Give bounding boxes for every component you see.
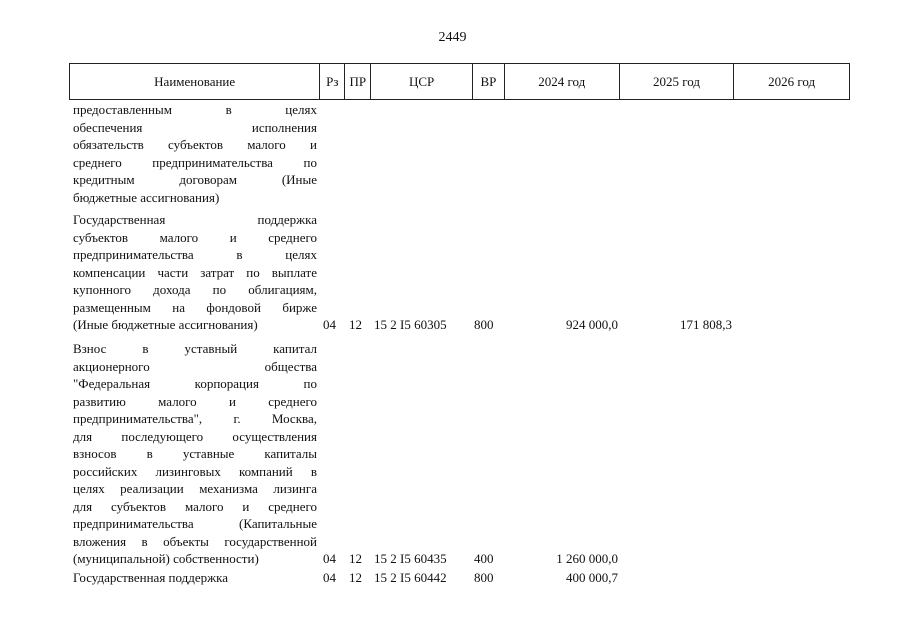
cell-rz: 04 (323, 570, 336, 585)
row-name-line: Государственная поддержка (73, 570, 229, 585)
row-name-line: предпринимательства", г. Москва, (73, 411, 317, 426)
row-name-line: субъектов малого и среднего (73, 229, 317, 245)
row-name-line: (муниципальной) собственности) (73, 551, 259, 566)
row-name-line: "Федеральная корпорация по (73, 376, 317, 391)
row-name-line: предпринимательства (Капитальные (73, 516, 317, 531)
header-2025: 2025 год (619, 64, 734, 99)
row-name-line: обеспечения исполнения (73, 119, 317, 135)
cell-y2024: 924 000,0 (566, 317, 618, 332)
header-vr: ВР (472, 64, 504, 99)
row-name-line: (Иные бюджетные ассигнования) (73, 317, 258, 332)
row-name (73, 211, 317, 334)
header-2026: 2026 год (733, 64, 849, 99)
page-number: 2449 (438, 30, 467, 45)
cell-vr: 800 (474, 317, 494, 332)
row-name-line: развитию малого и среднего (73, 393, 317, 409)
row-name-line: кредитным договорам (Иные (73, 172, 317, 187)
row-name-line: предпринимательства в целях (73, 247, 317, 262)
row-name-line: бюджетные ассигнования) (73, 189, 220, 205)
cell-csr: 15 2 I5 60435 (374, 551, 447, 566)
row-name-line: Государственная поддержка (73, 212, 317, 227)
row-name-line: компенсации части затрат по выплате (73, 264, 317, 280)
cell-pr: 12 (349, 551, 362, 566)
row-name-line: взносов в уставные капиталы (73, 446, 317, 461)
header-name: Наименование (154, 73, 236, 89)
row-name-line: купонного дохода по облигациям, (73, 282, 317, 297)
row-name (73, 340, 317, 568)
cell-y2024: 400 000,7 (566, 570, 618, 585)
cell-pr: 12 (349, 317, 362, 332)
header-pr: ПР (344, 64, 370, 99)
header-csr: ЦСР (370, 64, 472, 99)
row-name-line: обязательств субъектов малого и (73, 137, 317, 152)
row-name-line: акционерного общества (73, 358, 317, 374)
cell-vr: 400 (474, 551, 494, 566)
cell-pr: 12 (349, 570, 362, 585)
header-2024: 2024 год (504, 64, 619, 99)
row-name (73, 101, 317, 206)
row-name-line: среднего предпринимательства по (73, 154, 317, 170)
table-header (69, 63, 850, 100)
cell-vr: 800 (474, 570, 494, 585)
row-name-line: целях реализации механизма лизинга (73, 481, 317, 496)
cell-rz: 04 (323, 317, 336, 332)
row-name (73, 569, 317, 587)
row-name-line: Взнос в уставный капитал (73, 341, 317, 356)
cell-y2025: 171 808,3 (680, 317, 732, 332)
cell-csr: 15 2 I5 60305 (374, 317, 447, 332)
row-name-line: для последующего осуществления (73, 428, 317, 444)
row-name-line: российских лизинговых компаний в (73, 463, 317, 479)
cell-y2024: 1 260 000,0 (556, 551, 618, 566)
row-name-line: для субъектов малого и среднего (73, 498, 317, 514)
header-rz: Рз (319, 64, 344, 99)
cell-csr: 15 2 I5 60442 (374, 570, 447, 585)
row-name-line: размещенным на фондовой бирже (73, 299, 317, 315)
row-name-line: предоставленным в целях (73, 102, 317, 117)
cell-rz: 04 (323, 551, 336, 566)
row-name-line: вложения в объекты государственной (73, 533, 317, 549)
